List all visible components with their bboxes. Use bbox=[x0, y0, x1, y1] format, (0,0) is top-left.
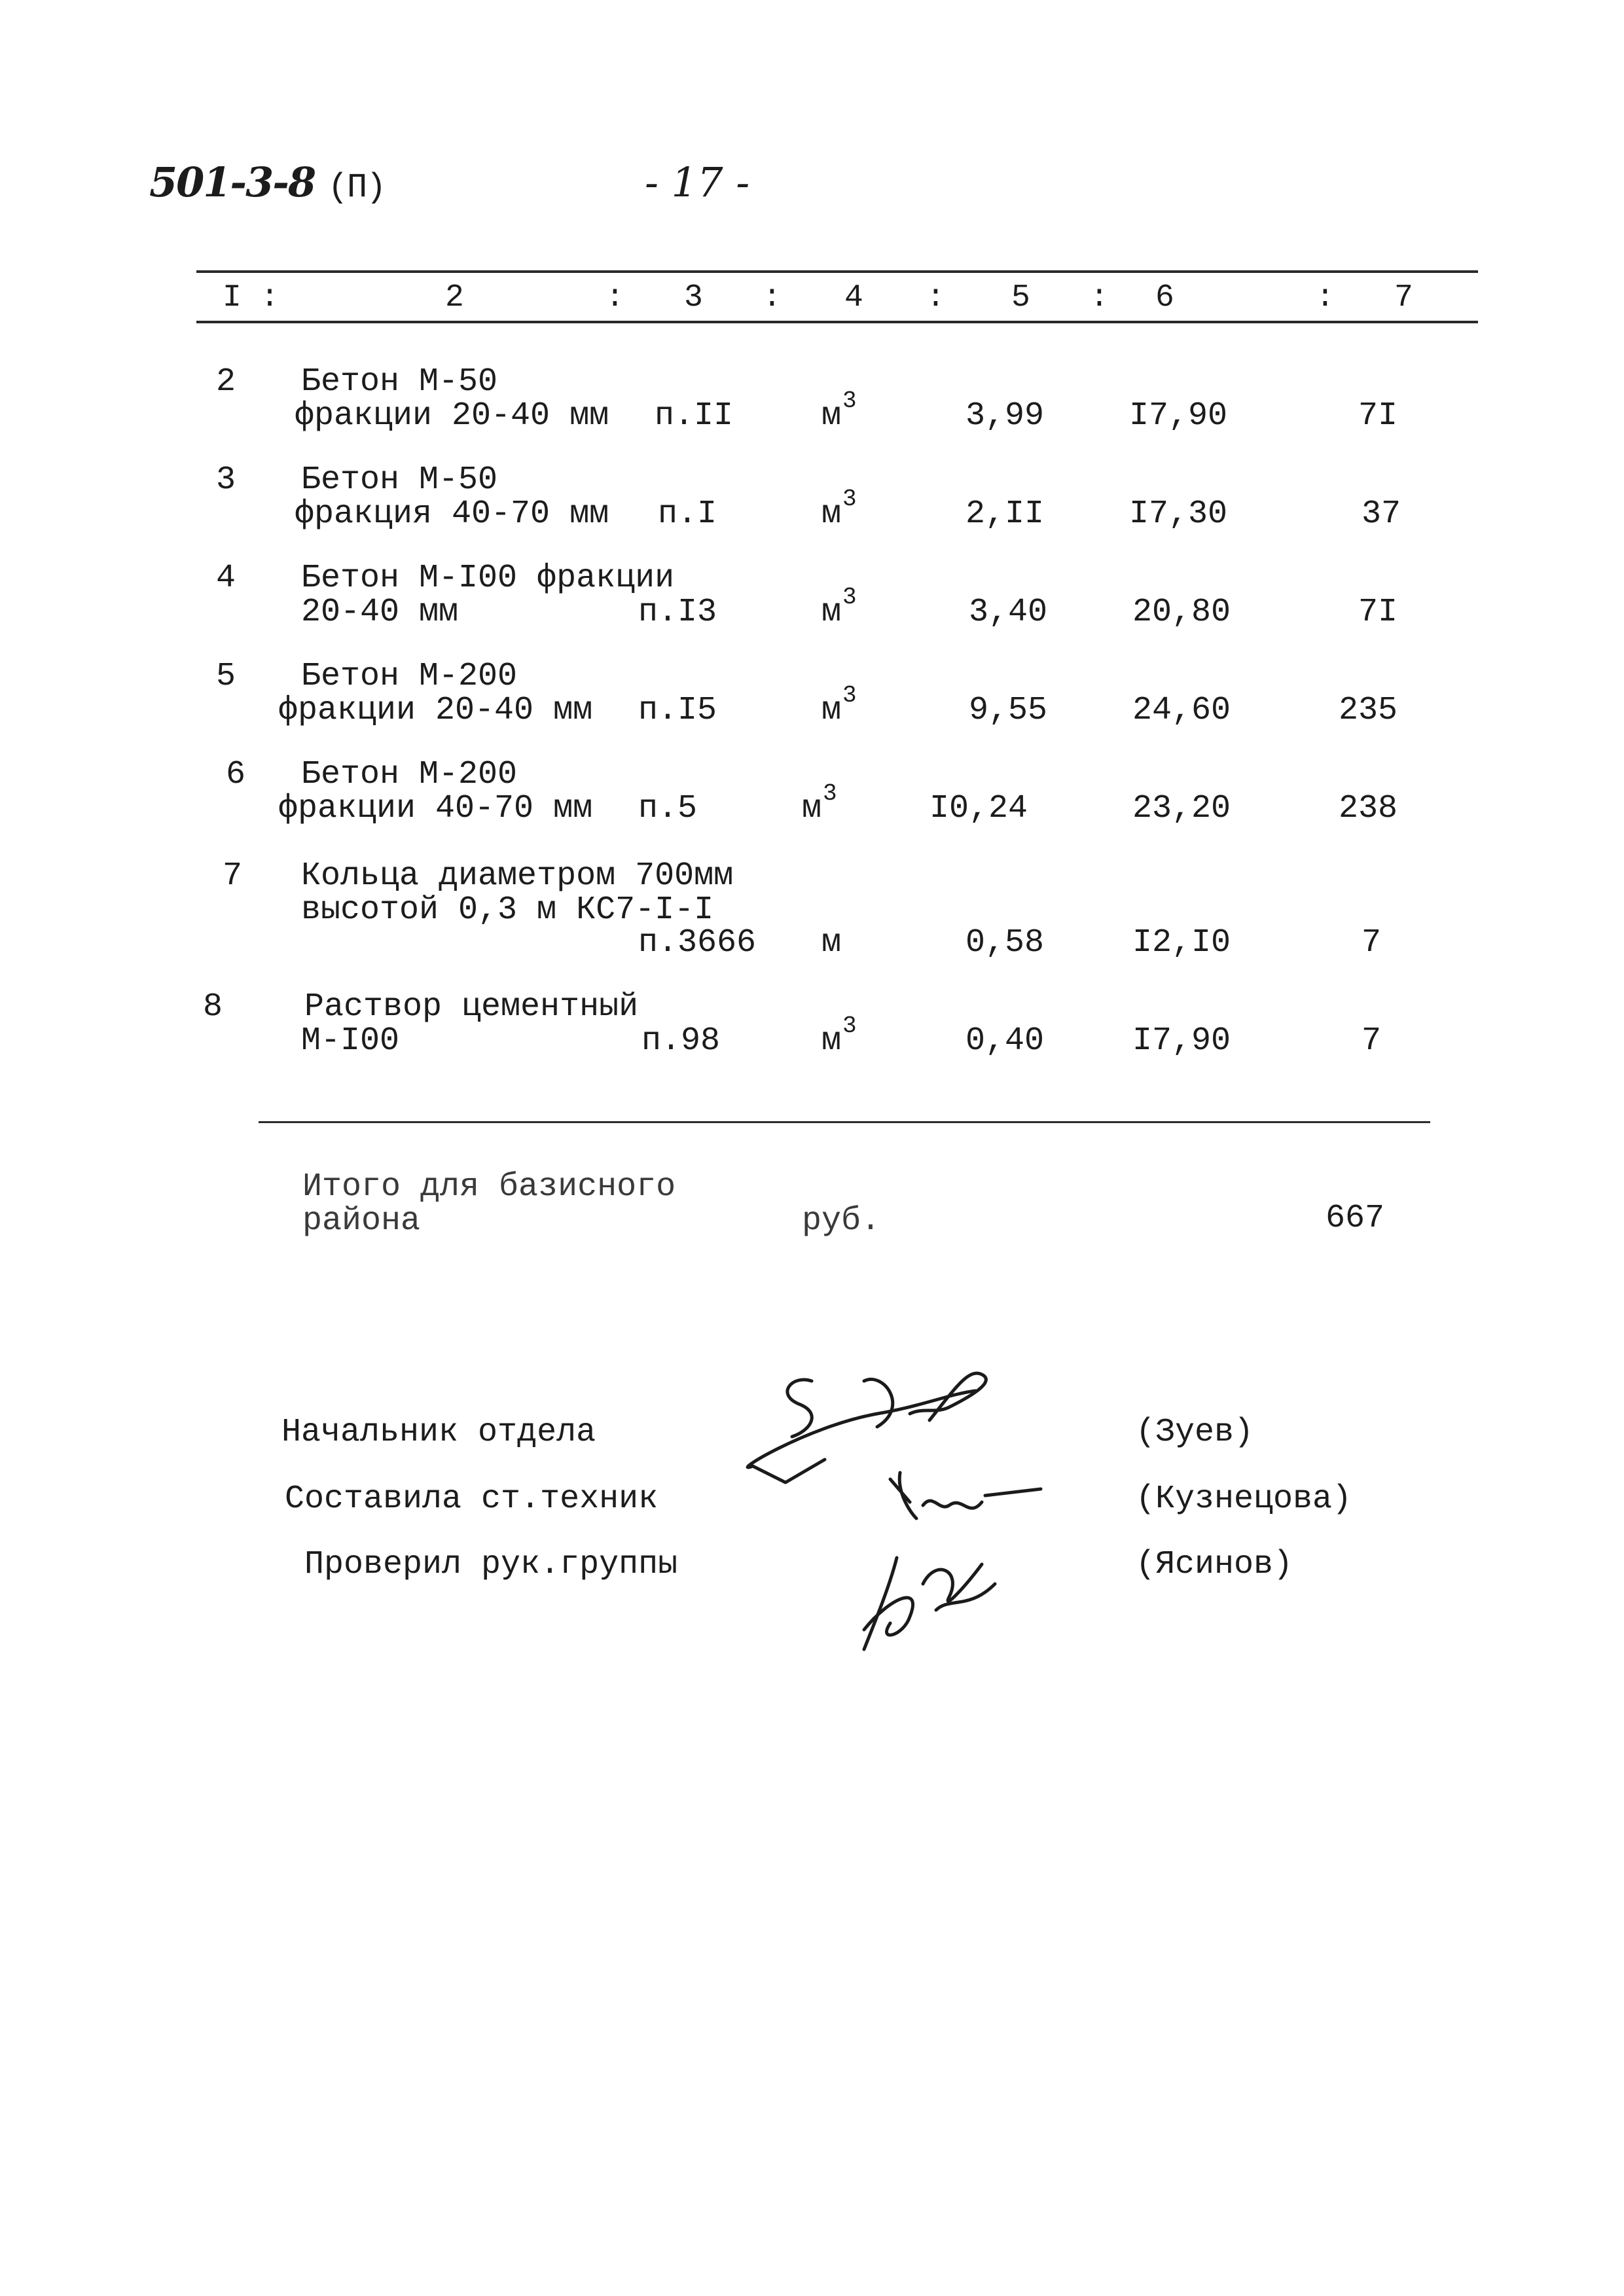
unit-label: м bbox=[821, 924, 842, 961]
price-reference: п.II bbox=[655, 397, 734, 435]
page-number: - 17 - bbox=[645, 158, 750, 206]
item-name-line-1: Бетон М-200 bbox=[301, 658, 518, 695]
row-number: 6 bbox=[226, 756, 246, 793]
norm-value: I7,90 bbox=[1129, 397, 1228, 435]
item-name-line-1: Бетон М-50 bbox=[301, 363, 498, 401]
item-name-line-1: Бетон М-I00 фракции bbox=[301, 560, 675, 597]
item-name-line-1: Бетон М-50 bbox=[301, 461, 498, 499]
row-sum: 235 bbox=[1339, 692, 1398, 729]
unit bbox=[821, 682, 857, 729]
signature-role: Составила ст.техник bbox=[285, 1480, 659, 1518]
total-unit: руб. bbox=[802, 1202, 881, 1240]
document-code-number: 501-3-8 bbox=[149, 158, 316, 206]
unit-superscript: 3 bbox=[842, 1013, 857, 1039]
norm-value: 20,80 bbox=[1132, 594, 1231, 631]
table-top-rule bbox=[196, 270, 1478, 273]
item-name-line-1: Кольца диаметром 700мм bbox=[301, 857, 734, 895]
row-number: 4 bbox=[216, 560, 236, 597]
unit-superscript: 3 bbox=[842, 584, 857, 611]
table-header-bottom-rule bbox=[196, 321, 1478, 323]
total-label-line-2: района bbox=[302, 1202, 421, 1240]
row-number: 8 bbox=[203, 988, 223, 1026]
item-name-line-2: фракции 40-70 мм bbox=[278, 790, 593, 827]
unit-label: м bbox=[821, 594, 842, 631]
unit-price: 0,40 bbox=[965, 1022, 1045, 1060]
price-reference: п.I bbox=[658, 495, 717, 533]
column-header-3: 3 bbox=[684, 280, 703, 315]
column-separator: : bbox=[763, 280, 782, 315]
unit-price: I0,24 bbox=[929, 790, 1028, 827]
row-sum: 7I bbox=[1358, 397, 1398, 435]
item-name-line-2: высотой 0,3 м КС7-I-I bbox=[301, 891, 714, 929]
signatory-name: (Ясинов) bbox=[1136, 1546, 1293, 1583]
item-name-line-1: Бетон М-200 bbox=[301, 756, 518, 793]
column-header-5: 5 bbox=[1011, 280, 1030, 315]
unit-price: 3,99 bbox=[965, 397, 1045, 435]
total-label-line-1: Итого для базисного bbox=[302, 1168, 676, 1206]
row-number: 2 bbox=[216, 363, 236, 401]
row-sum: 7 bbox=[1362, 924, 1382, 961]
column-header-4: 4 bbox=[844, 280, 863, 315]
column-header-6: 6 bbox=[1155, 280, 1174, 315]
price-reference: п.I3 bbox=[638, 594, 717, 631]
column-separator: : bbox=[605, 280, 624, 315]
handwritten-signature-2 bbox=[871, 1466, 1054, 1538]
price-reference: п.98 bbox=[641, 1022, 721, 1060]
unit bbox=[802, 780, 837, 827]
column-header-7: 7 bbox=[1394, 280, 1413, 315]
unit-price: 9,55 bbox=[969, 692, 1048, 729]
norm-value: 23,20 bbox=[1132, 790, 1231, 827]
row-sum: 7 bbox=[1362, 1022, 1382, 1060]
unit-price: 0,58 bbox=[965, 924, 1045, 961]
row-sum: 7I bbox=[1358, 594, 1398, 631]
unit bbox=[821, 486, 857, 533]
price-reference: п.5 bbox=[638, 790, 698, 827]
column-separator: : bbox=[1316, 280, 1335, 315]
unit bbox=[821, 1013, 857, 1060]
norm-value: I7,90 bbox=[1132, 1022, 1231, 1060]
total-value: 667 bbox=[1326, 1200, 1385, 1237]
column-separator: : bbox=[1090, 280, 1109, 315]
column-header-1: I : bbox=[223, 280, 280, 315]
unit-superscript: 3 bbox=[842, 486, 857, 512]
unit bbox=[821, 387, 857, 435]
row-number: 3 bbox=[216, 461, 236, 499]
column-separator: : bbox=[926, 280, 945, 315]
unit-label: м bbox=[821, 397, 842, 435]
item-name-line-2: фракция 40-70 мм bbox=[295, 495, 609, 533]
item-name-line-2: М-I00 bbox=[301, 1022, 400, 1060]
unit-price: 2,II bbox=[965, 495, 1045, 533]
signature-role: Проверил рук.группы bbox=[304, 1546, 678, 1583]
unit-price: 3,40 bbox=[969, 594, 1048, 631]
price-reference: п.3666 bbox=[638, 924, 757, 961]
row-sum: 37 bbox=[1362, 495, 1401, 533]
document-code bbox=[149, 158, 385, 207]
unit-label: м bbox=[802, 790, 822, 827]
unit-superscript: 3 bbox=[842, 682, 857, 709]
norm-value: 24,60 bbox=[1132, 692, 1231, 729]
item-name-line-2: 20-40 мм bbox=[301, 594, 459, 631]
document-code-suffix: (П) bbox=[327, 168, 386, 207]
handwritten-signature-3 bbox=[851, 1545, 1008, 1656]
item-name-line-2: фракции 20-40 мм bbox=[295, 397, 609, 435]
unit-label: м bbox=[821, 495, 842, 533]
table-bottom-rule bbox=[259, 1121, 1430, 1123]
norm-value: I2,I0 bbox=[1132, 924, 1231, 961]
unit-superscript: 3 bbox=[823, 780, 837, 807]
unit bbox=[821, 924, 842, 961]
unit-label: м bbox=[821, 1022, 842, 1060]
unit-superscript: 3 bbox=[842, 387, 857, 414]
column-header-2: 2 bbox=[445, 280, 464, 315]
norm-value: I7,30 bbox=[1129, 495, 1228, 533]
price-reference: п.I5 bbox=[638, 692, 717, 729]
signatory-name: (Зуев) bbox=[1136, 1414, 1254, 1451]
item-name-line-1: Раствор цементный bbox=[304, 988, 639, 1026]
signature-role: Начальник отдела bbox=[281, 1414, 596, 1451]
row-number: 7 bbox=[223, 857, 243, 895]
unit-label: м bbox=[821, 692, 842, 729]
row-sum: 238 bbox=[1339, 790, 1398, 827]
item-name-line-2: фракции 20-40 мм bbox=[278, 692, 593, 729]
signatory-name: (Кузнецова) bbox=[1136, 1480, 1352, 1518]
unit bbox=[821, 584, 857, 631]
row-number: 5 bbox=[216, 658, 236, 695]
